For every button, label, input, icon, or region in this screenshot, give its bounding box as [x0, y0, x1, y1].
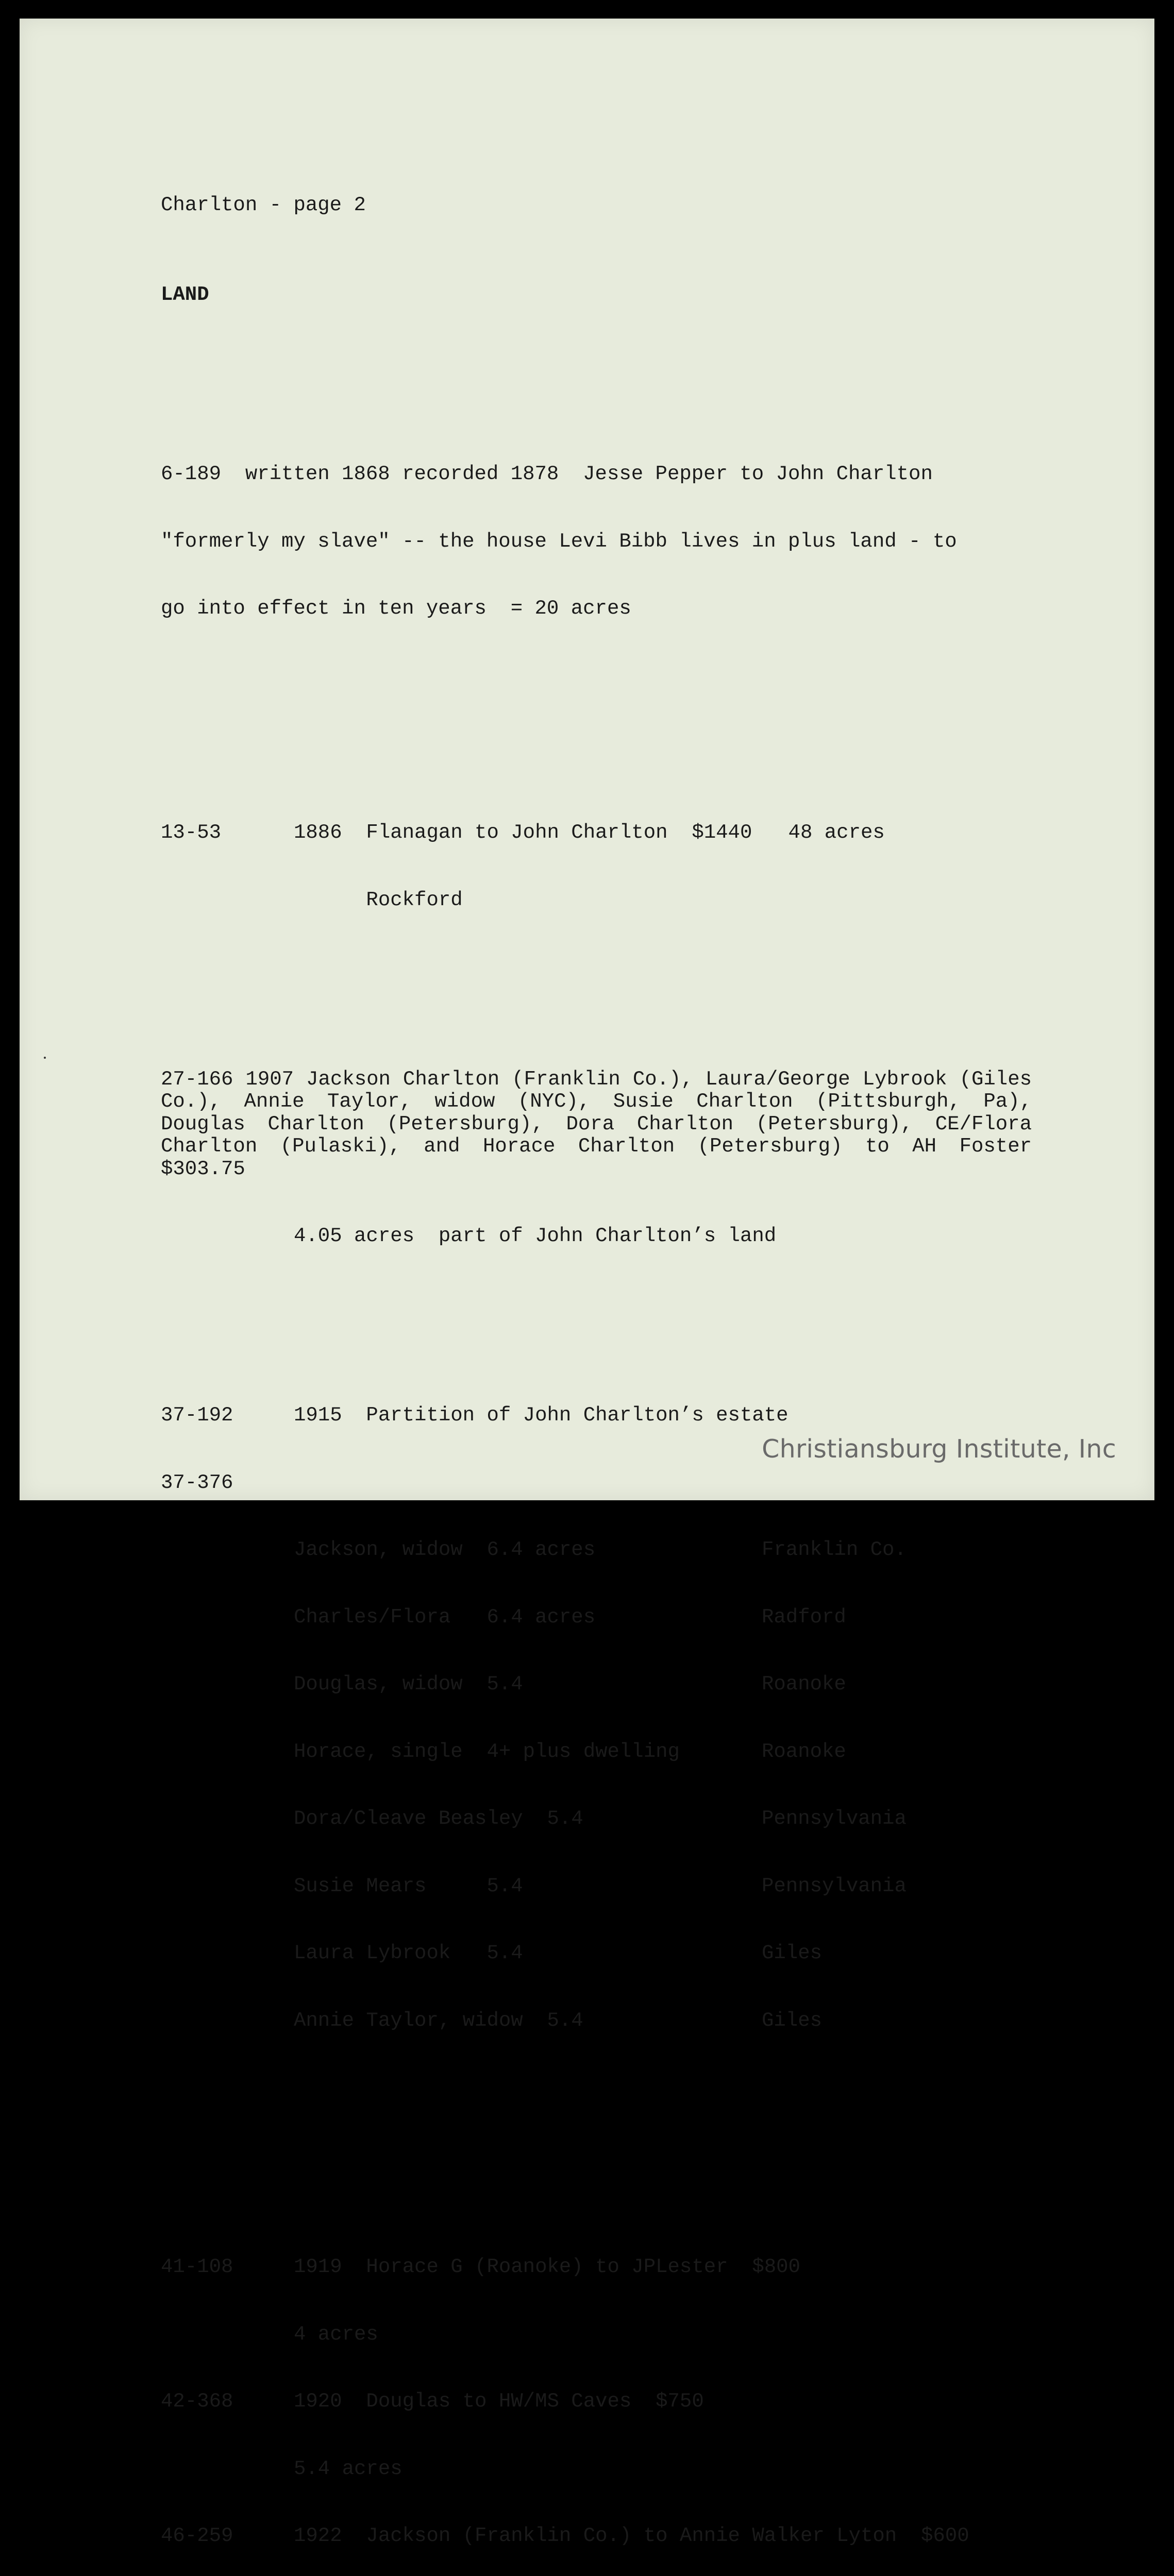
partition-place: Pennsylvania: [762, 1807, 907, 1830]
entry-line: Rockford: [294, 888, 463, 911]
partition-heir: Douglas, widow 5.4: [294, 1673, 523, 1696]
entry-27-166: [161, 1069, 1032, 1181]
entry-line: 1886 Flanagan to John Charlton $1440 48 acres: [294, 821, 885, 844]
partition-row: [161, 1741, 1032, 1764]
partition-place: Giles: [762, 1942, 823, 1964]
partition-place: Roanoke: [762, 1740, 846, 1763]
partition-place: Franklin Co.: [762, 1538, 907, 1561]
deed-ref: 13-53: [161, 821, 222, 844]
entry-line: go into effect in ten years = 20 acres: [161, 597, 631, 620]
watermark-text: Christiansburg Institute, Inc: [762, 1434, 1116, 1464]
deed-ref: 46-259: [161, 2524, 233, 2547]
deed-ref: 37-376: [161, 1471, 233, 1494]
entry-line: "formerly my slave" -- the house Levi Bibb lives in plus land - to: [161, 530, 957, 553]
section-title-land: LAND: [161, 283, 209, 306]
deed-ref: 42-368: [161, 2390, 233, 2413]
partition-row: [161, 1942, 1032, 1965]
entry-line: 4.05 acres part of John Charlton’s land: [294, 1225, 777, 1247]
partition-heir: Jackson, widow 6.4 acres: [294, 1538, 596, 1561]
partition-row: [161, 1875, 1032, 1898]
entry-group-later-deeds: [161, 2211, 1032, 2576]
entry-paragraph: 27-166 1907 Jackson Charlton (Franklin Co.), Laura/George Lybrook (Giles Co.), Annie Taylor, widow (NYC), Susie Charlton (Pittsburgh, Pa), Douglas Charlton (Petersburg), Dora Charlton (Petersburg), CE/Flora Charlton (Pulaski), and Horace Charlton (Petersburg) to AH Foster $303.75: [161, 1067, 1032, 1180]
partition-heir: Charles/Flora 6.4 acres: [294, 1605, 596, 1629]
entry-line: 4 acres: [294, 2323, 378, 2346]
entry-6-189: [161, 418, 1032, 665]
page-header: Charlton - page 2: [161, 194, 366, 216]
partition-heir: Annie Taylor, widow 5.4: [294, 2009, 583, 2032]
entry-line: 1920 Douglas to HW/MS Caves $750: [294, 2390, 704, 2413]
entry-line: 1922 Jackson (Franklin Co.) to Annie Walker Lyton $600: [294, 2524, 969, 2547]
partition-row: [161, 1539, 1032, 1562]
partition-row: [161, 2010, 1032, 2032]
partition-place: Radford: [762, 1605, 846, 1629]
partition-heir: Laura Lybrook 5.4: [294, 1942, 523, 1964]
entry-line: 5.4 acres: [294, 2457, 402, 2480]
deed-ref: 37-192: [161, 1404, 233, 1427]
entry-13-53: [161, 777, 1032, 956]
entry-line: 1919 Horace G (Roanoke) to JPLester $800: [294, 2256, 800, 2278]
partition-heir: Susie Mears 5.4: [294, 1874, 523, 1897]
partition-row: [161, 1673, 1032, 1696]
partition-row: [161, 1808, 1032, 1831]
entry-line: 1915 Partition of John Charlton’s estate: [294, 1404, 789, 1427]
entry-37-192: [161, 1360, 1032, 2077]
partition-heir: Dora/Cleave Beasley 5.4: [294, 1807, 583, 1830]
deed-ref: 41-108: [161, 2256, 233, 2278]
paper-speck: [44, 1057, 46, 1059]
partition-heir: Horace, single 4+ plus dwelling: [294, 1740, 680, 1763]
entry-line: 6-189 written 1868 recorded 1878 Jesse Pepper to John Charlton: [161, 463, 933, 485]
partition-place: Roanoke: [762, 1673, 846, 1696]
partition-place: Giles: [762, 2009, 823, 2032]
document-body: [161, 149, 1032, 2576]
partition-row: [161, 1606, 1032, 1629]
partition-place: Pennsylvania: [762, 1874, 907, 1897]
